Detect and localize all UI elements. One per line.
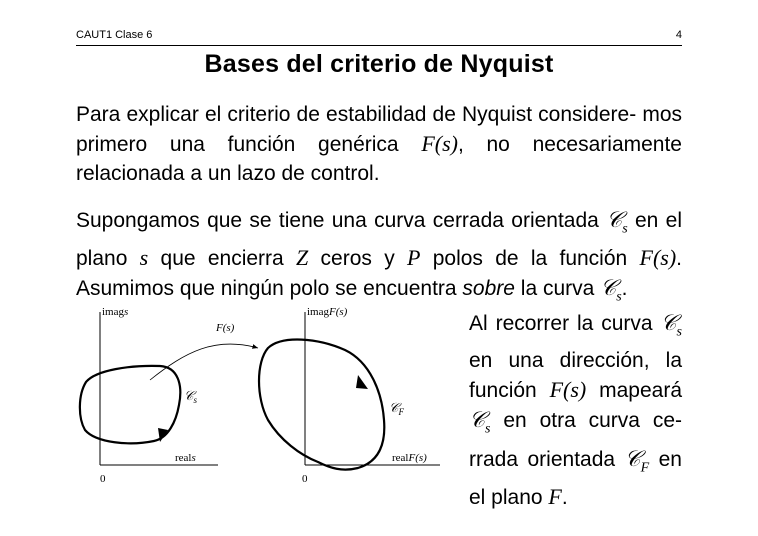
course-label: CAUT1 Clase 6 (76, 29, 153, 41)
paragraph-2-text-e: polos de la función (420, 247, 640, 271)
paragraph-2-text-h: . (621, 277, 628, 301)
mapping-arrow (150, 344, 258, 380)
side-text-c: mapeará (586, 379, 682, 403)
math-F-of-s: F(s) (421, 131, 458, 156)
paragraph-1-text-b: , no necesariamente relacionada a un lazo de control. (76, 133, 682, 185)
math-curve-CF: 𝒞$_F$ (624, 445, 650, 476)
paragraph-2-text-g: la curva (514, 277, 601, 301)
side-text-a: Al recorrer la curva (469, 312, 661, 335)
side-text-e: en el plano (469, 447, 682, 510)
curve-cf-label: 𝒞$_F$ (389, 400, 404, 417)
page-number: 4 (675, 29, 682, 41)
side-paragraph (469, 308, 682, 512)
paragraph-2-text-d: ceros y (308, 247, 407, 271)
right-imag-label: imagF(s) (307, 306, 348, 318)
emphasis-sobre: sobre (462, 277, 515, 301)
left-origin-label: 0 (100, 473, 106, 485)
curve-cf-arrow-icon (356, 375, 368, 389)
right-origin-label: 0 (302, 473, 308, 485)
math-F-of-s: F(s) (639, 245, 677, 271)
math-s: s (139, 245, 149, 271)
math-curve-Cs: 𝒞$_s$ (660, 310, 682, 340)
side-text-d: en otra curva ce- rrada orientada (469, 409, 682, 471)
paragraph-2-text-c: que encierra (148, 247, 297, 271)
left-imag-label: imags (102, 306, 129, 318)
paragraph-2-text-a: Supongamos que se tiene una curva cerrada orientada (76, 209, 607, 232)
math-P: P (406, 245, 421, 271)
math-F-of-s: F(s) (549, 377, 587, 403)
mapping-label: F(s) (216, 322, 235, 334)
curve-cs-label: 𝒞$_s$ (184, 388, 197, 405)
side-text-b: en una dirección, la función (469, 349, 682, 403)
math-F-plane: F (548, 484, 562, 510)
side-text-f: . (561, 486, 568, 510)
left-real-label: reals (175, 452, 196, 464)
paragraph-2-text-b: en el plano (76, 209, 682, 271)
math-curve-Cs: 𝒞$_s$ (469, 407, 491, 437)
slide-title: Bases del criterio de Nyquist (204, 50, 554, 78)
math-curve-Cs: 𝒞$_s$ (600, 275, 622, 305)
curve-cf (259, 340, 384, 470)
right-real-label: realF(s) (392, 452, 427, 464)
paragraph-1-text-a: Para explicar el criterio de estabilidad de Nyquist considere- mos primero una función genérica (76, 103, 682, 156)
math-Z: Z (296, 245, 309, 271)
paragraph-2-text-f: . Asumimos que ningún polo se encuentra (76, 247, 682, 301)
math-curve-Cs: 𝒞$_s$ (606, 207, 628, 237)
